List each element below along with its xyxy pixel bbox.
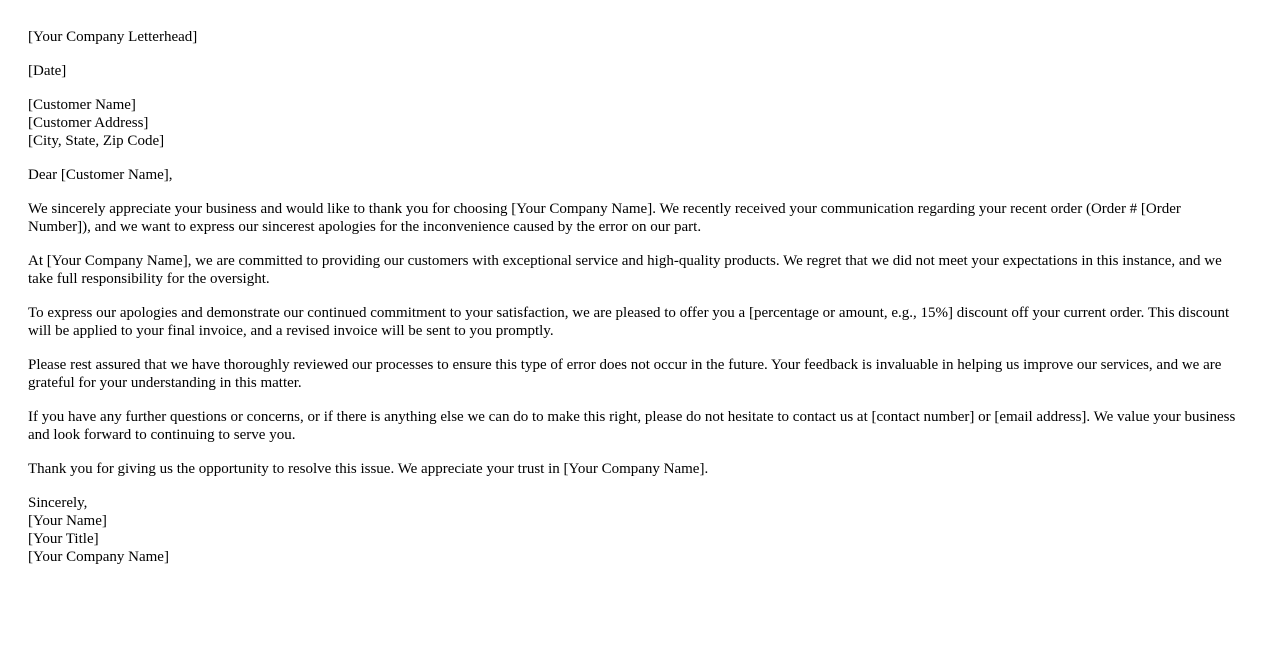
sender-title: [Your Title]: [28, 531, 99, 547]
letterhead: [Your Company Letterhead]: [28, 29, 198, 45]
sender-name: [Your Name]: [28, 513, 107, 529]
salutation-block: [28, 166, 1243, 184]
date-block: [28, 62, 1243, 80]
recipient-city-state-zip: [City, State, Zip Code]: [28, 133, 165, 149]
recipient-name: [Customer Name]: [28, 97, 136, 113]
body-paragraph-discount-offer: To express our apologies and demonstrate our continued commitment to your satisfaction, we are pleased to offer you a [percentage or amount, e.g., 15%] discount off your current order. This discount will be applied to your final invoice, and a revised invoice will be sent to you promptly.: [28, 305, 1230, 339]
valediction: Sincerely,: [28, 495, 88, 511]
body-paragraph-appreciation: We sincerely appreciate your business and would like to thank you for choosing [Your Company Name]. We recently received your communication regarding your recent order (Order # [Order Number]), and we want to express our sincerest apologies for the inconvenience caused by the error on our part.: [28, 201, 1181, 235]
recipient-address: [Customer Address]: [28, 115, 149, 131]
body-paragraph-commitment: At [Your Company Name], we are committed to providing our customers with exceptional service and high-quality products. We regret that we did not meet your expectations in this instance, and we take full responsibility for the oversight.: [28, 253, 1222, 287]
sender-company: [Your Company Name]: [28, 549, 169, 565]
body-paragraph-thanks: Thank you for giving us the opportunity to resolve this issue. We appreciate your trust in [Your Company Name].: [28, 461, 709, 477]
body-paragraph-assurance: Please rest assured that we have thoroughly reviewed our processes to ensure this type of error does not occur in the future. Your feedback is invaluable in helping us improve our services, and we are grateful for your understanding in this matter.: [28, 357, 1222, 391]
letter-document: [28, 28, 1243, 582]
recipient-address-block: [28, 96, 1243, 150]
salutation: Dear [Customer Name],: [28, 167, 173, 183]
signature-block: [28, 494, 1243, 566]
letterhead-block: [28, 28, 1243, 46]
body-paragraph-contact: If you have any further questions or concerns, or if there is anything else we can do to make this right, please do not hesitate to contact us at [contact number] or [email address]. We value your business and look forward to continuing to serve you.: [28, 409, 1236, 443]
letter-date: [Date]: [28, 63, 67, 79]
